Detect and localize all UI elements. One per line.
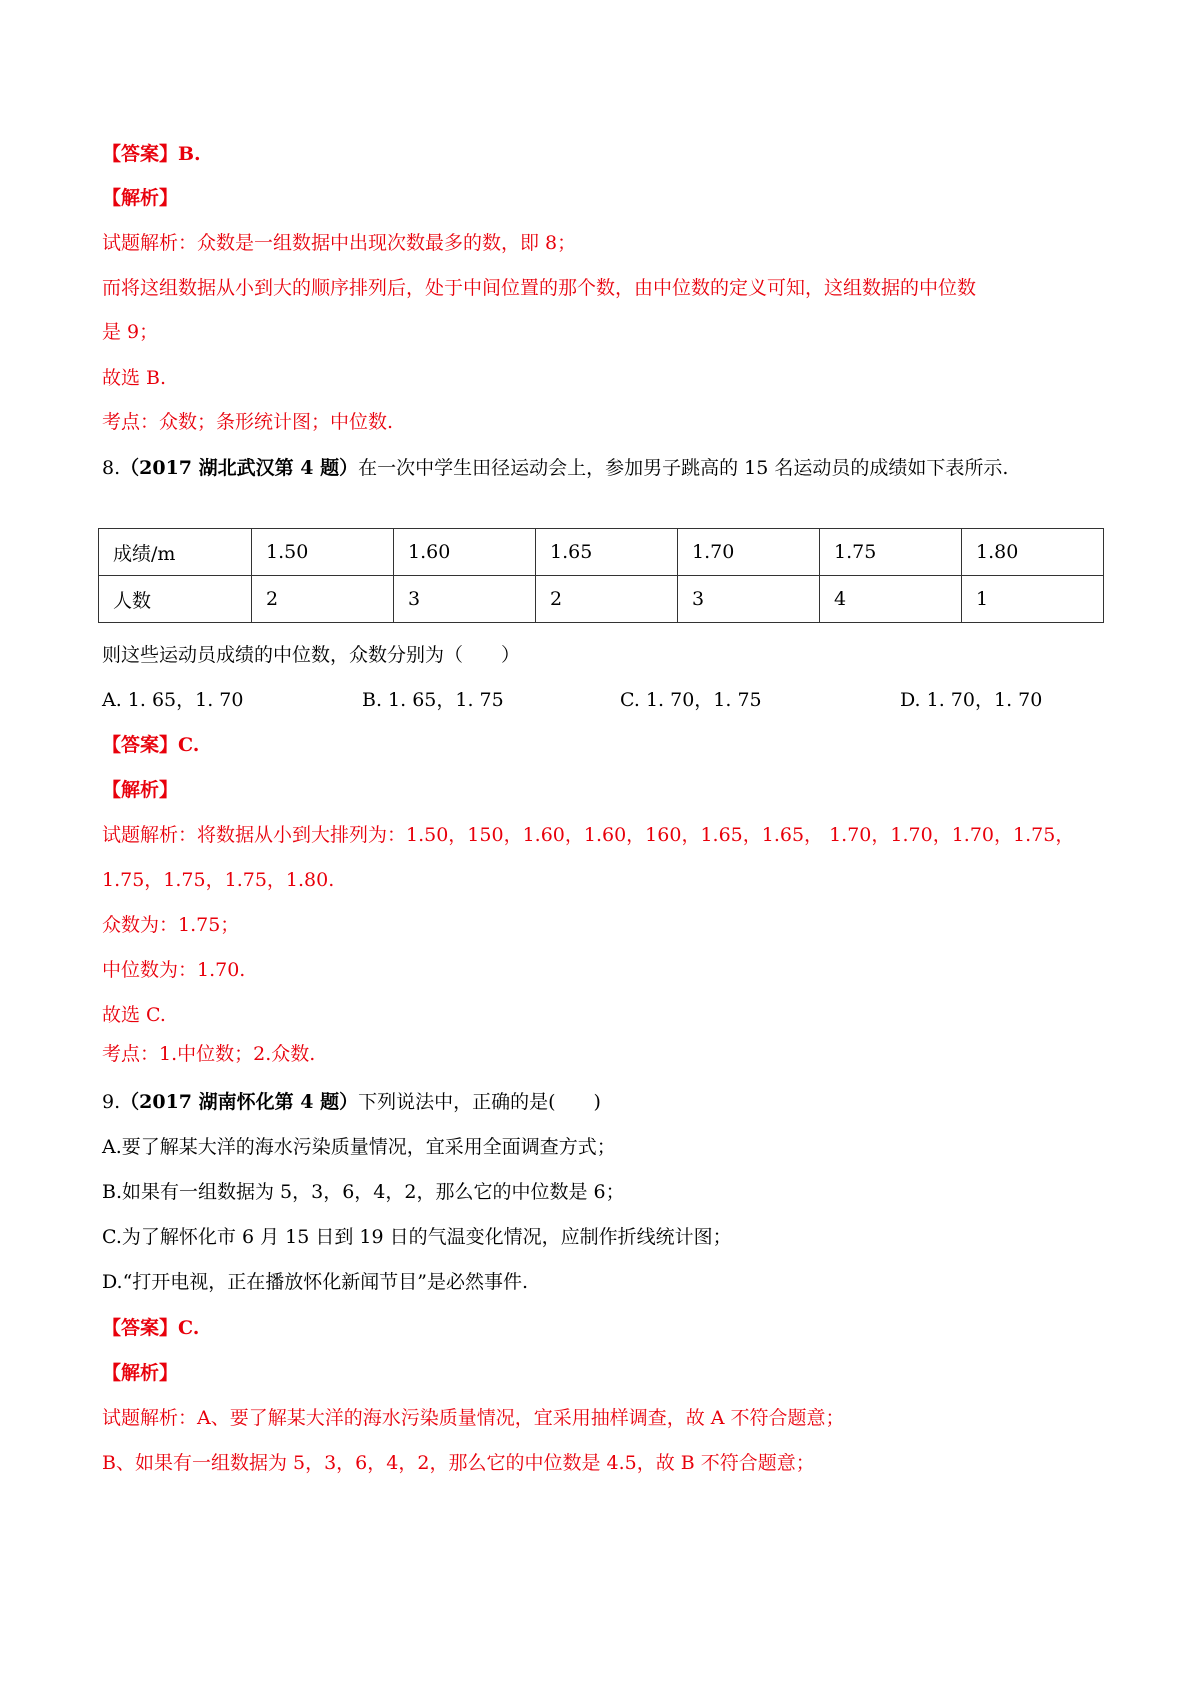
- table-cell: 人数: [99, 576, 252, 623]
- q8-points: 考点：1.中位数；2.众数.: [102, 1043, 316, 1065]
- q9-analysis-label: 【解析】: [102, 1362, 179, 1384]
- q7-explain-line-2: 而将这组数据从小到大的顺序排列后，处于中间位置的那个数，由中位数的定义可知，这组数据的中位数: [102, 277, 977, 299]
- q8-stem-line: [102, 454, 1120, 482]
- q7-explain-line-3: 是 9；: [102, 321, 159, 343]
- q9-number: 9.: [102, 1091, 121, 1113]
- q9-option-d: D.“打开电视，正在播放怀化新闻节目”是必然事件.: [102, 1271, 529, 1293]
- q9-explain-line-1: 试题解析：A、要了解某大洋的海水污染质量情况，宜采用抽样调查，故 A 不符合题意；: [102, 1407, 845, 1429]
- q9-stem-line: [102, 1088, 1120, 1116]
- q8-analysis-label: 【解析】: [102, 779, 179, 801]
- table-cell: 2: [536, 576, 678, 623]
- q7-choose: 故选 B.: [102, 367, 167, 389]
- q9-source: （2017 湖南怀化第 4 题）: [120, 1091, 359, 1113]
- q7-explain-line-1: 试题解析：众数是一组数据中出现次数最多的数，即 8；: [102, 232, 577, 254]
- table-cell: 3: [394, 576, 536, 623]
- table-row: [99, 529, 1104, 576]
- q9-stem: 下列说法中，正确的是( ): [358, 1091, 601, 1113]
- q7-points: 考点：众数；条形统计图；中位数.: [102, 411, 394, 433]
- q8-option-d: D. 1. 70，1. 70: [900, 689, 1043, 711]
- table-cell: 1.60: [394, 529, 536, 576]
- q8-mode: 众数为：1.75；: [102, 914, 240, 936]
- table-cell: 1.80: [962, 529, 1104, 576]
- table-cell: 2: [252, 576, 394, 623]
- q8-options: [102, 686, 1102, 714]
- table-cell: 1.70: [678, 529, 820, 576]
- table-cell: 3: [678, 576, 820, 623]
- q9-option-c: C.为了解怀化市 6 月 15 日到 19 日的气温变化情况，应制作折线统计图；: [102, 1226, 732, 1248]
- q7-answer: 【答案】B.: [102, 143, 201, 165]
- q9-option-a: A.要了解某大洋的海水污染质量情况，宜采用全面调查方式；: [102, 1136, 616, 1158]
- q9-explain-line-2: B、如果有一组数据为 5，3，6，4，2，那么它的中位数是 4.5，故 B 不符合题意；: [102, 1452, 815, 1474]
- q8-option-a: A. 1. 65，1. 70: [102, 689, 244, 711]
- table-cell: 4: [820, 576, 962, 623]
- q8-option-c: C. 1. 70，1. 75: [620, 689, 762, 711]
- table-cell: 1.75: [820, 529, 962, 576]
- q8-explain-line-2: 1.75，1.75，1.75，1.80.: [102, 869, 335, 891]
- q8-option-b: B. 1. 65，1. 75: [362, 689, 504, 711]
- q9-answer: 【答案】C.: [102, 1317, 200, 1339]
- q8-choose: 故选 C.: [102, 1004, 166, 1026]
- q8-question: 则这些运动员成绩的中位数，众数分别为（ ）: [102, 644, 521, 666]
- q8-score-table: [98, 528, 1104, 623]
- q8-median: 中位数为：1.70.: [102, 959, 246, 981]
- q7-analysis-label: 【解析】: [102, 187, 179, 209]
- table-cell: 1.50: [252, 529, 394, 576]
- table-cell: 成绩/m: [99, 529, 252, 576]
- table-row: [99, 576, 1104, 623]
- q8-source: （2017 湖北武汉第 4 题）: [120, 457, 359, 479]
- q8-explain-line-1: 试题解析：将数据从小到大排列为：1.50，150，1.60，1.60，160，1.65，1.65， 1.70，1.70，1.70，1.75，: [102, 824, 1075, 846]
- q9-option-b: B.如果有一组数据为 5，3，6，4，2，那么它的中位数是 6；: [102, 1181, 625, 1203]
- q8-stem: 在一次中学生田径运动会上，参加男子跳高的 15 名运动员的成绩如下表所示.: [358, 457, 1009, 479]
- q8-answer: 【答案】C.: [102, 734, 200, 756]
- table-cell: 1.65: [536, 529, 678, 576]
- q8-number: 8.: [102, 457, 121, 479]
- table-cell: 1: [962, 576, 1104, 623]
